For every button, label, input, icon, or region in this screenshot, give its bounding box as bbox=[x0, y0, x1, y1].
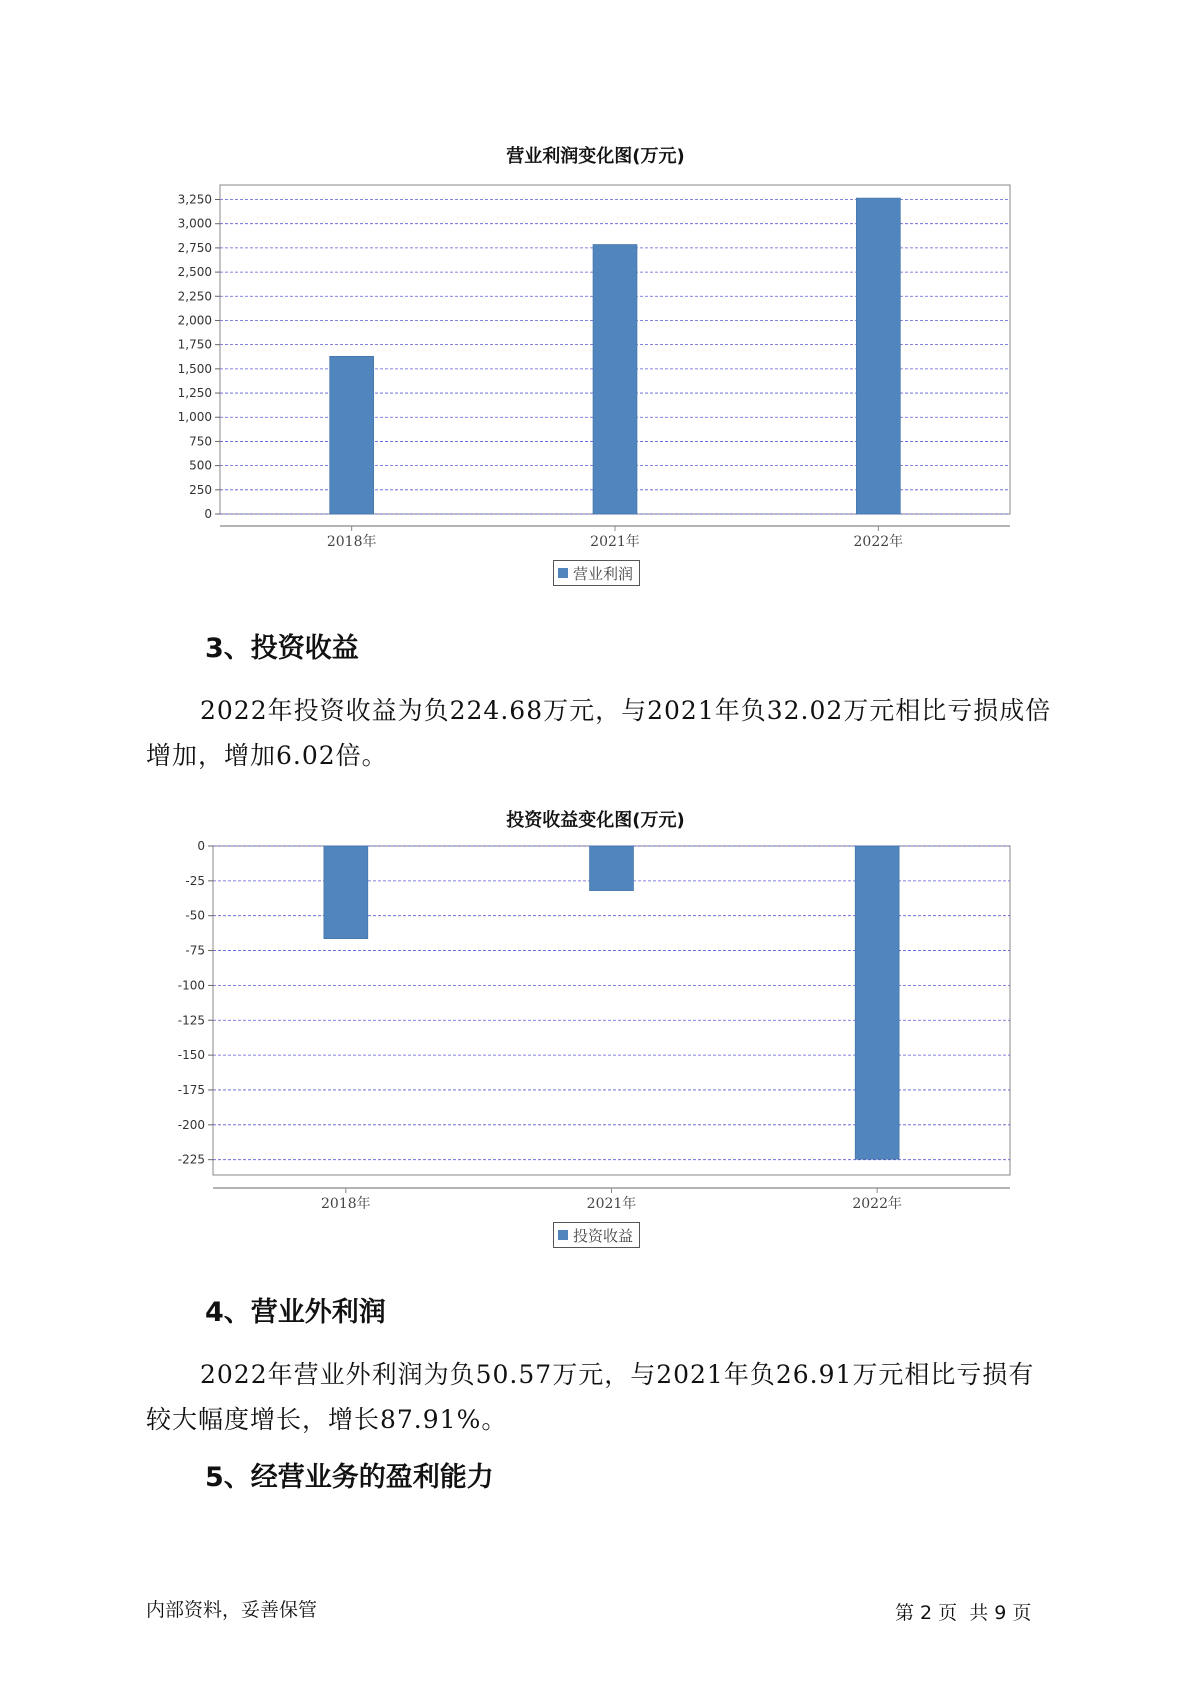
y-tick-label: -150 bbox=[177, 1048, 205, 1063]
y-tick-label: 0 bbox=[204, 507, 212, 521]
x-tick-label: 2018年 bbox=[321, 1196, 371, 1212]
plot-area bbox=[213, 846, 1010, 1175]
y-tick-label: 500 bbox=[189, 458, 212, 473]
plot-area bbox=[220, 185, 1010, 514]
para-investment-line1: 2022年投资收益为负224.68万元，与2021年负32.02万元相比亏损成倍 bbox=[200, 696, 1052, 725]
chart1-title: 营业利润变化图(万元) bbox=[506, 146, 685, 167]
y-tick-label: 2,250 bbox=[177, 289, 212, 304]
y-tick-label: -50 bbox=[185, 908, 205, 923]
y-tick-label: 0 bbox=[197, 839, 205, 853]
y-tick-label: -200 bbox=[177, 1117, 205, 1132]
y-tick-label: 2,500 bbox=[177, 265, 212, 280]
bar bbox=[330, 356, 374, 514]
y-tick-label: -175 bbox=[177, 1082, 205, 1097]
y-tick-label: 3,250 bbox=[177, 192, 212, 207]
y-tick-label: -75 bbox=[185, 943, 205, 958]
footer-confidential: 内部资料，妥善保管 bbox=[146, 1599, 318, 1621]
y-tick-label: 2,750 bbox=[177, 240, 212, 255]
para-investment-line2: 增加，增加6.02倍。 bbox=[146, 741, 388, 770]
bar bbox=[855, 846, 899, 1159]
y-tick-label: 1,250 bbox=[177, 386, 212, 401]
chart1-legend-label: 营业利润 bbox=[573, 564, 634, 583]
chart-group bbox=[178, 185, 1010, 550]
bar bbox=[590, 846, 634, 891]
y-tick-label: 2,000 bbox=[177, 313, 212, 328]
bar bbox=[593, 245, 637, 514]
x-tick-label: 2021年 bbox=[586, 1196, 637, 1212]
legend-swatch bbox=[558, 1230, 568, 1240]
footer-page-number: 第 2 页 共 9 页 bbox=[895, 1602, 1032, 1624]
y-tick-label: -100 bbox=[177, 978, 205, 993]
legend-swatch bbox=[558, 568, 568, 578]
x-tick-label: 2021年 bbox=[590, 534, 640, 550]
chart1-legend bbox=[553, 560, 640, 586]
chart2-title: 投资收益变化图(万元) bbox=[506, 810, 685, 831]
para-investment bbox=[146, 688, 1066, 778]
bar bbox=[856, 198, 900, 514]
y-tick-label: 1,500 bbox=[177, 361, 212, 376]
bar bbox=[324, 846, 368, 939]
para-non-operating bbox=[146, 1352, 1066, 1442]
heading-main-business: 5、经营业务的盈利能力 bbox=[205, 1462, 494, 1493]
y-tick-label: -225 bbox=[177, 1152, 205, 1167]
y-tick-label: -25 bbox=[185, 873, 205, 888]
para-non-operating-line2: 较大幅度增长，增长87.91%。 bbox=[146, 1405, 508, 1434]
chart2-legend bbox=[553, 1222, 640, 1248]
y-tick-label: 250 bbox=[189, 482, 212, 497]
x-tick-label: 2018年 bbox=[326, 534, 377, 550]
chart-group bbox=[178, 839, 1010, 1212]
y-tick-label: 1,750 bbox=[177, 337, 212, 352]
x-tick-label: 2022年 bbox=[853, 534, 904, 550]
chart2-legend-label: 投资收益 bbox=[573, 1226, 634, 1245]
y-tick-label: 750 bbox=[189, 434, 212, 449]
x-tick-label: 2022年 bbox=[852, 1196, 902, 1212]
y-tick-label: -125 bbox=[177, 1013, 205, 1028]
y-tick-label: 3,000 bbox=[177, 216, 212, 231]
para-non-operating-line1: 2022年营业外利润为负50.57万元，与2021年负26.91万元相比亏损有 bbox=[200, 1360, 1035, 1389]
heading-non-operating: 4、营业外利润 bbox=[205, 1297, 386, 1328]
y-tick-label: 1,000 bbox=[177, 410, 212, 425]
heading-investment: 3、投资收益 bbox=[205, 633, 359, 664]
